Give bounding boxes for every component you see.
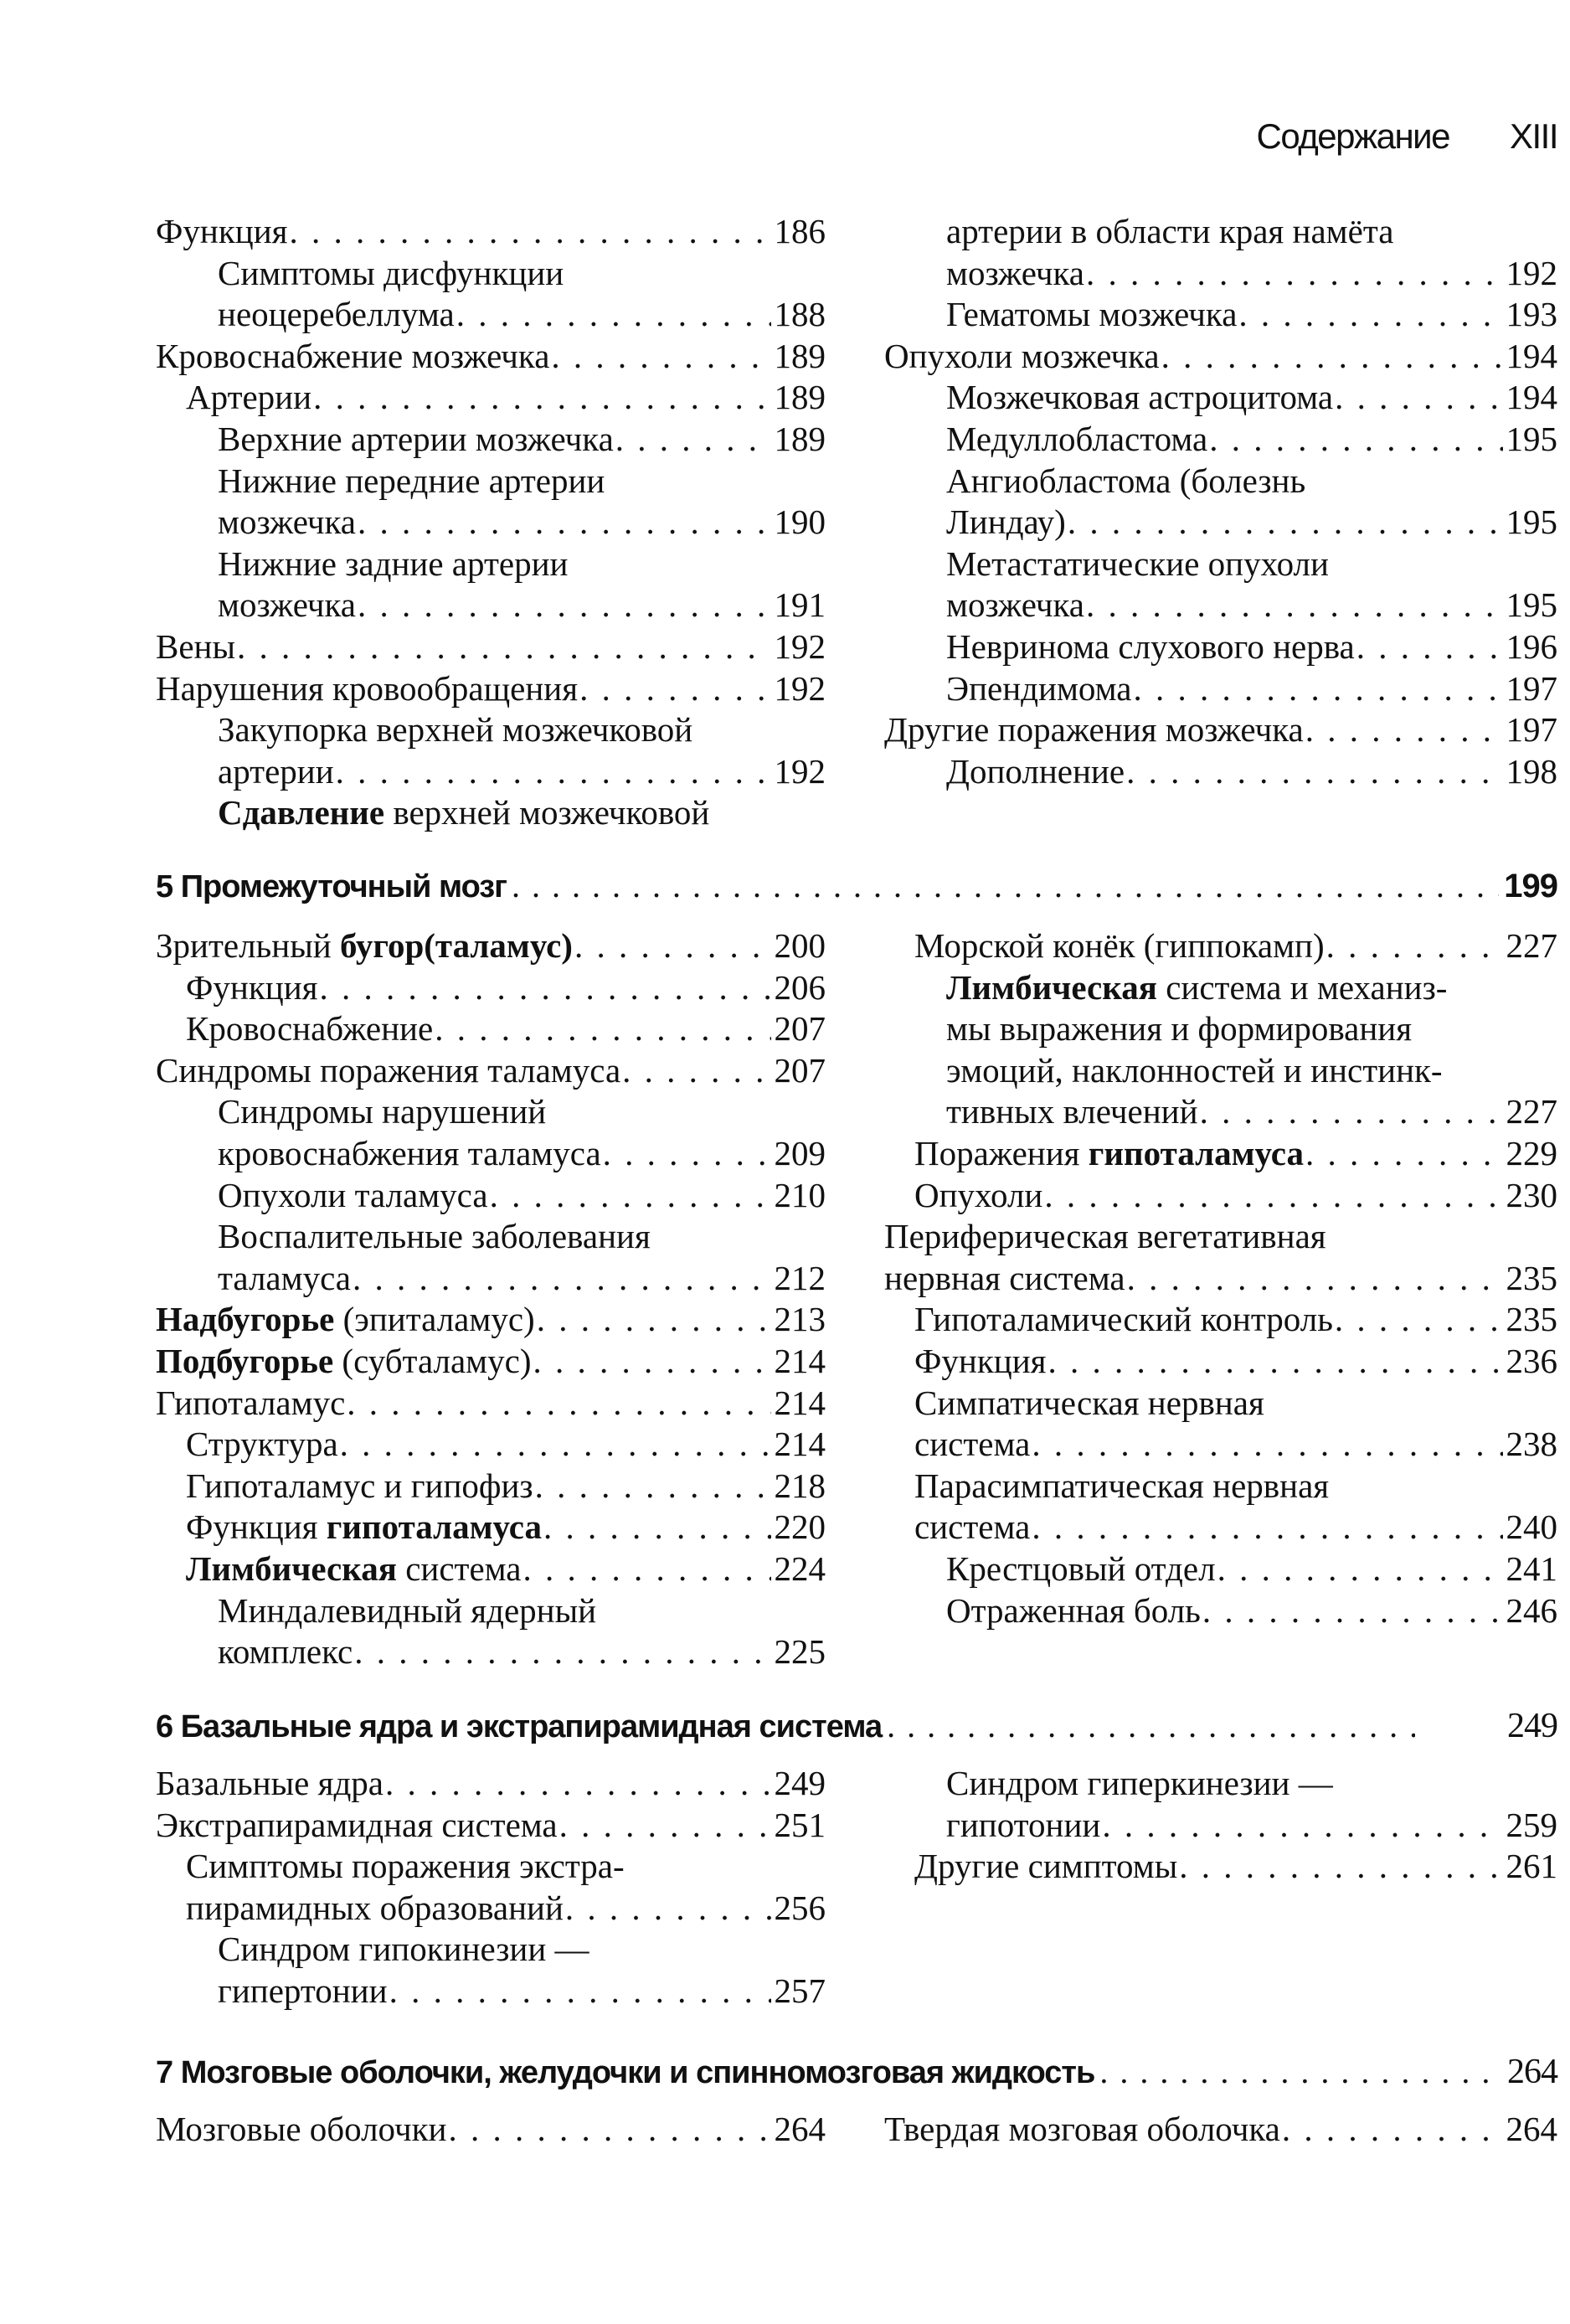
toc-entry	[884, 1258, 1557, 1300]
toc-entry-label: Мозговые оболочки	[156, 2110, 447, 2148]
leader-dots	[1032, 1507, 1502, 1548]
toc-entry-page: 195	[1506, 502, 1557, 542]
toc-entry-page: 230	[1506, 1175, 1557, 1214]
toc-entry-page: 207	[774, 1009, 826, 1049]
leader-dots	[1044, 1175, 1502, 1217]
leader-dots	[389, 1971, 771, 2012]
toc-line: Нижние передние артерии	[218, 461, 605, 500]
leader-dots	[1068, 502, 1503, 544]
leader-dots	[1200, 1091, 1503, 1133]
toc-entry	[156, 1548, 826, 1590]
toc-entry	[156, 294, 826, 336]
chapter-5-title: 5 Промежуточный мозг	[156, 869, 507, 904]
toc-entry	[156, 1133, 826, 1175]
toc-entry-page: 192	[774, 668, 826, 708]
leader-dots	[1202, 1590, 1503, 1632]
toc-line: мы выражения и формирования	[946, 1009, 1413, 1049]
toc-entry-label: Отраженная боль	[946, 1590, 1201, 1630]
toc-entry-label: Функция гипоталамуса	[186, 1507, 542, 1547]
chapter-6-page: 249	[1507, 1707, 1557, 1745]
toc-entry-label: неоцеребеллума	[218, 295, 455, 334]
leader-dots	[353, 1258, 771, 1300]
toc-entry-label: Крестцовый отдел	[946, 1548, 1216, 1588]
chapter-6-heading	[156, 1703, 1557, 1749]
leader-dots	[512, 863, 1499, 910]
toc-line: Симптомы дисфункции	[218, 253, 564, 292]
toc-entry-label: Кровоснабжение	[186, 1009, 434, 1049]
toc-entry-label: Структура	[186, 1425, 338, 1464]
toc-entry	[884, 1175, 1557, 1217]
leader-dots	[1305, 709, 1503, 751]
toc-entry-label: мозжечка	[946, 585, 1084, 625]
toc-entry	[884, 419, 1557, 461]
chapter-7-heading	[156, 2048, 1557, 2095]
toc-entry-label: Дополнение	[946, 751, 1125, 791]
toc-entry-page: 193	[1506, 295, 1557, 334]
toc-entry-page: 190	[774, 502, 826, 542]
toc-entry-page: 213	[774, 1300, 826, 1339]
toc-entry-label: Лимбическая система	[186, 1548, 522, 1588]
toc-entry-label: система	[914, 1507, 1031, 1547]
toc-entry	[156, 1299, 826, 1341]
toc-entry	[884, 1805, 1557, 1847]
toc-entry-page: 214	[774, 1383, 826, 1422]
leader-dots	[1335, 377, 1502, 419]
toc-entry-page: 195	[1506, 419, 1557, 458]
leader-dots	[523, 1548, 771, 1590]
leader-dots	[559, 1805, 771, 1847]
toc-entry	[156, 967, 826, 1009]
toc-entry-page: 241	[1506, 1548, 1557, 1588]
toc-entry	[156, 925, 826, 967]
toc-entry	[156, 1507, 826, 1548]
toc-line: Закупорка верхней мозжечковой	[218, 710, 693, 750]
leader-dots	[1282, 2109, 1503, 2151]
toc-block-3-left	[156, 1763, 826, 2012]
toc-entry-label: кровоснабжения таламуса	[218, 1133, 601, 1172]
toc-entry-page: 192	[774, 626, 826, 666]
toc-entry-page: 246	[1506, 1590, 1557, 1630]
leader-dots	[290, 211, 771, 253]
toc-entry-label: таламуса	[218, 1258, 351, 1297]
toc-entry-page: 259	[1506, 1805, 1557, 1844]
leader-dots	[320, 967, 771, 1009]
leader-dots	[1179, 1846, 1502, 1888]
toc-entry-page: 236	[1506, 1341, 1557, 1380]
toc-entry-page: 206	[774, 967, 826, 1007]
toc-entry	[156, 502, 826, 544]
leader-dots	[347, 1383, 770, 1425]
toc-entry-label: комплекс	[218, 1632, 353, 1672]
toc-entry-label: Вены	[156, 626, 236, 666]
toc-entry	[884, 253, 1557, 295]
leader-dots	[448, 2109, 770, 2151]
toc-entry-page: 235	[1506, 1258, 1557, 1297]
toc-entry-label: Поражения гипоталамуса	[914, 1133, 1304, 1172]
toc-entry-label: Гипоталамус	[156, 1383, 346, 1422]
running-header	[1172, 111, 1557, 162]
toc-entry-label: Опухоли таламуса	[218, 1175, 488, 1214]
toc-line: Сдавление верхней мозжечковой	[218, 793, 710, 832]
toc-entry	[884, 1341, 1557, 1383]
toc-entry	[156, 1805, 826, 1847]
toc-entry-label: Эпендимома	[946, 668, 1132, 708]
toc-entry-page: 189	[774, 378, 826, 417]
toc-entry	[156, 1466, 826, 1507]
leader-dots	[1133, 668, 1502, 710]
toc-entry	[884, 1299, 1557, 1341]
leader-dots	[1217, 1548, 1503, 1590]
toc-entry	[156, 626, 826, 668]
toc-entry-page: 227	[1506, 1092, 1557, 1131]
toc-entry-page: 195	[1506, 585, 1557, 625]
leader-dots	[603, 1133, 771, 1175]
toc-line: Лимбическая система и механиз-	[946, 967, 1448, 1007]
toc-entry	[884, 377, 1557, 419]
toc-entry-page: 188	[774, 295, 826, 334]
header-section-title: Содержание	[1256, 116, 1449, 156]
leader-dots	[313, 377, 770, 419]
toc-entry-page: 264	[1506, 2110, 1557, 2148]
toc-entry	[884, 336, 1557, 378]
toc-entry	[156, 1424, 826, 1466]
toc-entry-page: 249	[774, 1764, 826, 1802]
toc-entry-label: мозжечка	[946, 253, 1084, 292]
toc-entry	[156, 1971, 826, 2012]
chapter-5-heading	[156, 863, 1557, 910]
leader-dots	[1209, 419, 1502, 461]
toc-line: эмоций, наклонностей и инстинк-	[946, 1050, 1443, 1090]
leader-dots	[1127, 1258, 1503, 1300]
toc-entry-label: Синдромы поражения таламуса	[156, 1050, 621, 1090]
toc-entry	[884, 502, 1557, 544]
leader-dots	[1305, 1133, 1503, 1175]
toc-entry	[884, 2109, 1557, 2151]
leader-dots	[574, 925, 771, 967]
toc-entry-label: Функция	[186, 967, 318, 1007]
toc-entry	[884, 1846, 1557, 1888]
toc-line: Симптомы поражения экстра-	[186, 1847, 625, 1886]
toc-entry-page: 191	[774, 585, 826, 625]
leader-dots	[340, 1424, 771, 1466]
leader-dots	[579, 668, 770, 710]
toc-line: Нижние задние артерии	[218, 544, 569, 583]
leader-dots	[535, 1466, 771, 1507]
toc-block-3-right	[884, 1763, 1557, 1888]
leader-dots	[435, 1008, 770, 1050]
toc-line: Синдром гипокинезии —	[218, 1930, 589, 1969]
toc-line: Синдром гиперкинезии —	[946, 1764, 1333, 1802]
toc-entry-label: мозжечка	[218, 502, 356, 542]
toc-entry	[156, 336, 826, 378]
toc-entry	[156, 377, 826, 419]
toc-entry-label: артерии	[218, 751, 334, 791]
toc-entry	[156, 1631, 826, 1673]
toc-entry-page: 192	[774, 751, 826, 791]
toc-entry	[156, 1258, 826, 1300]
toc-entry-label: Морской конёк (гиппокамп)	[914, 926, 1325, 965]
toc-block-2-right	[884, 925, 1557, 1631]
toc-entry	[884, 294, 1557, 336]
toc-entry-page: 192	[1506, 253, 1557, 292]
toc-entry-page: 240	[1506, 1507, 1557, 1547]
leader-dots	[887, 1703, 1415, 1749]
toc-entry-page: 212	[774, 1258, 826, 1297]
leader-dots	[1335, 1299, 1503, 1341]
toc-entry	[884, 1424, 1557, 1466]
leader-dots	[456, 294, 771, 336]
header-page-number: XIII	[1509, 116, 1557, 156]
toc-entry-label: Кровоснабжение мозжечка	[156, 336, 550, 375]
toc-entry-label: Линдау)	[946, 502, 1066, 542]
leader-dots	[1126, 751, 1502, 793]
toc-line: Ангиобластома (болезнь	[946, 461, 1306, 500]
toc-entry	[884, 709, 1557, 751]
toc-block-4-right	[884, 2109, 1557, 2151]
toc-entry-label: Функция	[156, 212, 288, 250]
toc-entry-page: 189	[774, 419, 826, 458]
leader-dots	[615, 419, 771, 461]
leader-dots	[1238, 294, 1502, 336]
toc-entry	[156, 1008, 826, 1050]
toc-entry-label: тивных влечений	[946, 1092, 1198, 1131]
leader-dots	[1099, 2048, 1502, 2095]
toc-entry-page: 257	[774, 1971, 826, 2010]
toc-entry-label: Медуллобластома	[946, 419, 1208, 458]
toc-line: Воспалительные заболевания	[218, 1217, 651, 1256]
toc-entry-page: 210	[774, 1175, 826, 1214]
toc-entry-page: 218	[774, 1466, 826, 1505]
toc-entry-page: 209	[774, 1133, 826, 1172]
leader-dots	[385, 1763, 770, 1805]
toc-entry-page: 220	[774, 1507, 826, 1547]
toc-entry-page: 198	[1506, 751, 1557, 791]
toc-entry-label: Гипоталамус и гипофиз	[186, 1466, 533, 1505]
toc-block-1-right	[884, 211, 1557, 792]
leader-dots	[622, 1050, 770, 1092]
toc-entry	[884, 668, 1557, 710]
toc-entry-page: 224	[774, 1548, 826, 1588]
toc-entry-label: гипотонии	[946, 1805, 1101, 1844]
toc-entry-label: Базальные ядра	[156, 1764, 384, 1802]
toc-entry-label: Гипоталамический контроль	[914, 1300, 1333, 1339]
toc-entry	[156, 585, 826, 626]
toc-entry-page: 207	[774, 1050, 826, 1090]
toc-entry	[156, 1763, 826, 1805]
toc-entry	[884, 925, 1557, 967]
toc-entry-page: 227	[1506, 926, 1557, 965]
toc-entry-label: Опухоли	[914, 1175, 1043, 1214]
toc-entry	[884, 585, 1557, 626]
toc-entry-page: 214	[774, 1341, 826, 1380]
toc-entry-page: 214	[774, 1425, 826, 1464]
toc-entry-page: 261	[1506, 1847, 1557, 1886]
toc-entry	[884, 1133, 1557, 1175]
toc-entry-label: Надбугорье (эпиталамус)	[156, 1300, 535, 1339]
toc-entry-page: 200	[774, 926, 826, 965]
toc-entry-label: Гематомы мозжечка	[946, 295, 1238, 334]
toc-entry-page: 251	[774, 1805, 826, 1844]
leader-dots	[1102, 1805, 1502, 1847]
toc-entry-label: Артерии	[186, 378, 312, 417]
chapter-6-title: 6 Базальные ядра и экстрапирамидная система	[156, 1709, 883, 1744]
toc-block-4-left	[156, 2109, 826, 2151]
toc-entry	[156, 2109, 826, 2151]
toc-entry-label: Твердая мозговая оболочка	[884, 2110, 1280, 2148]
toc-line: Симпатическая нервная	[914, 1383, 1264, 1422]
toc-entry-label: Подбугорье (субталамус)	[156, 1341, 532, 1380]
toc-entry-label: Экстрапирамидная система	[156, 1805, 558, 1844]
leader-dots	[533, 1341, 770, 1383]
toc-entry	[884, 1507, 1557, 1548]
chapter-7-title: 7 Мозговые оболочки, желудочки и спинномозговая жидкость	[156, 2055, 1095, 2090]
leader-dots	[565, 1888, 771, 1930]
toc-entry-page: 197	[1506, 710, 1557, 750]
toc-line: Миндалевидный ядерный	[218, 1590, 597, 1630]
leader-dots	[1048, 1341, 1503, 1383]
toc-entry-label: Другие поражения мозжечка	[884, 710, 1304, 750]
toc-entry-page: 229	[1506, 1133, 1557, 1172]
toc-line: артерии в области края намёта	[946, 212, 1394, 250]
leader-dots	[490, 1175, 771, 1217]
toc-line: Периферическая вегетативная	[884, 1217, 1326, 1256]
toc-line: Метастатические опухоли	[946, 544, 1329, 583]
toc-entry-page: 225	[774, 1632, 826, 1672]
toc-entry	[156, 668, 826, 710]
toc-entry-label: Нарушения кровообращения	[156, 668, 579, 708]
leader-dots	[237, 626, 770, 668]
toc-entry-label: Функция	[914, 1341, 1047, 1380]
toc-entry-page: 256	[774, 1888, 826, 1927]
toc-entry-page: 264	[774, 2110, 826, 2148]
toc-entry	[156, 751, 826, 793]
toc-entry	[156, 1341, 826, 1383]
toc-entry-label: Мозжечковая астроцитома	[946, 378, 1334, 417]
toc-entry	[156, 1383, 826, 1425]
chapter-5-page: 199	[1504, 868, 1557, 904]
leader-dots	[537, 1299, 771, 1341]
leader-dots	[1032, 1424, 1502, 1466]
leader-dots	[358, 502, 771, 544]
leader-dots	[1086, 253, 1503, 295]
toc-entry-label: система	[914, 1425, 1031, 1464]
leader-dots	[358, 585, 771, 626]
chapter-7-page: 264	[1507, 2053, 1557, 2091]
toc-entry	[884, 1548, 1557, 1590]
leader-dots	[1086, 585, 1503, 626]
toc-line: Парасимпатическая нервная	[914, 1466, 1330, 1505]
toc-entry	[156, 1050, 826, 1092]
leader-dots	[543, 1507, 771, 1548]
toc-line: Синдромы нарушений	[218, 1092, 547, 1131]
toc-entry-page: 235	[1506, 1300, 1557, 1339]
toc-entry-page: 194	[1506, 378, 1557, 417]
toc-entry-page: 196	[1506, 626, 1557, 666]
leader-dots	[354, 1631, 770, 1673]
toc-entry-label: гипертонии	[218, 1971, 388, 2010]
toc-entry-label: мозжечка	[218, 585, 356, 625]
leader-dots	[1161, 336, 1503, 378]
toc-entry	[884, 1590, 1557, 1632]
leader-dots	[1326, 925, 1503, 967]
leader-dots	[336, 751, 771, 793]
toc-entry-label: нервная система	[884, 1258, 1125, 1297]
toc-entry-page: 194	[1506, 336, 1557, 375]
toc-block-1-left	[156, 211, 826, 834]
toc-block-2-left	[156, 925, 826, 1673]
toc-entry	[156, 1888, 826, 1930]
toc-entry-page: 197	[1506, 668, 1557, 708]
toc-entry-label: Верхние артерии мозжечка	[218, 419, 614, 458]
toc-entry-label: Зрительный бугор(таламус)	[156, 926, 573, 965]
toc-entry	[156, 211, 826, 253]
toc-entry-page: 189	[774, 336, 826, 375]
toc-entry-label: пирамидных образований	[186, 1888, 564, 1927]
toc-entry	[156, 419, 826, 461]
toc-entry-label: Другие симптомы	[914, 1847, 1178, 1886]
toc-entry-label: Невринома слухового нерва	[946, 626, 1355, 666]
toc-entry	[884, 1091, 1557, 1133]
toc-entry	[884, 626, 1557, 668]
toc-entry-page: 238	[1506, 1425, 1557, 1464]
leader-dots	[551, 336, 770, 378]
toc-entry	[884, 751, 1557, 793]
leader-dots	[1356, 626, 1503, 668]
toc-entry-label: Опухоли мозжечка	[884, 336, 1160, 375]
toc-entry	[156, 1175, 826, 1217]
toc-entry-page: 186	[774, 212, 826, 250]
